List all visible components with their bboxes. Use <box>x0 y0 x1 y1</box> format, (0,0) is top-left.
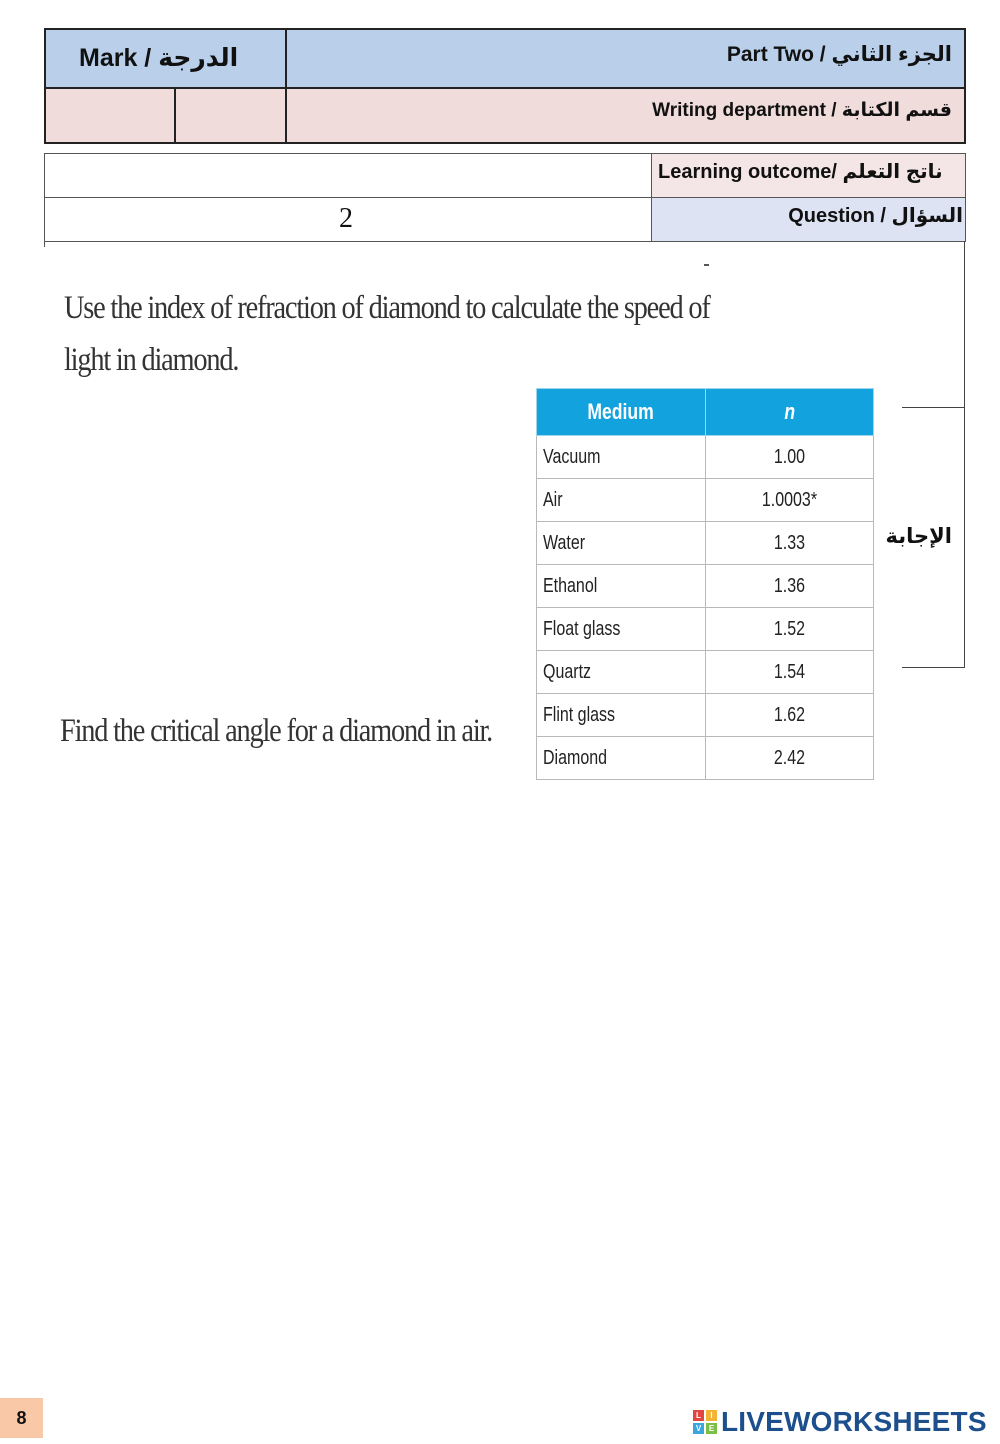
n-cell: 2.42 <box>705 737 873 780</box>
medium-cell: Air <box>537 479 706 522</box>
question-critical-angle: Find the critical angle for a diamond in air. <box>60 713 493 749</box>
table-row <box>537 608 874 651</box>
brand-name: LIVEWORKSHEETS <box>721 1406 987 1437</box>
medium-cell: Vacuum <box>537 436 706 479</box>
question-line-1: Use the index of refraction of diamond to calculate the speed of <box>64 290 710 326</box>
department-cell <box>285 87 966 144</box>
n-cell: 1.0003* <box>705 479 873 522</box>
table-row <box>537 479 874 522</box>
refraction-index-table <box>536 388 874 780</box>
answer-divider-bottom <box>902 667 965 668</box>
question-label: Question / السؤال <box>788 205 963 227</box>
liveworksheets-icon: L I V E <box>693 1410 717 1434</box>
n-cell: 1.00 <box>705 436 873 479</box>
question-number: 2 <box>339 203 353 234</box>
part-header-cell <box>285 28 966 89</box>
question-line-2: light in diamond. <box>64 342 239 378</box>
part-label: Part Two / الجزء الثاني <box>726 43 952 66</box>
table-row <box>537 737 874 780</box>
table-row <box>537 565 874 608</box>
n-cell: 1.52 <box>705 608 873 651</box>
mark-header-cell <box>44 28 287 89</box>
mark-label: Mark / الدرجة <box>79 44 239 72</box>
header-n: n <box>705 389 873 436</box>
n-cell: 1.36 <box>705 565 873 608</box>
mark-input-cell-2[interactable] <box>174 87 287 144</box>
header-medium: Medium <box>537 389 706 436</box>
learning-outcome-label: Learning outcome/ ناتج التعلم <box>658 161 943 183</box>
table-row <box>537 436 874 479</box>
question-number-cell <box>44 197 652 242</box>
medium-cell: Ethanol <box>537 565 706 608</box>
left-border-tick <box>44 241 45 247</box>
medium-cell: Diamond <box>537 737 706 780</box>
medium-cell: Quartz <box>537 651 706 694</box>
table-row <box>537 694 874 737</box>
mark-input-cell-1[interactable] <box>44 87 176 144</box>
dash-mark <box>704 264 709 266</box>
answer-area-2[interactable] <box>60 780 940 1340</box>
medium-cell: Water <box>537 522 706 565</box>
brand-logo <box>693 1406 987 1438</box>
medium-cell: Flint glass <box>537 694 706 737</box>
answer-area-1[interactable] <box>60 395 520 685</box>
table-row <box>537 522 874 565</box>
learning-outcome-value[interactable] <box>44 153 652 198</box>
question-label-cell <box>651 197 966 242</box>
n-cell: 1.33 <box>705 522 873 565</box>
answer-label: الإجابة <box>885 525 952 548</box>
medium-cell: Float glass <box>537 608 706 651</box>
answer-divider-top <box>902 407 965 408</box>
learning-outcome-cell <box>651 153 966 198</box>
department-label: Writing department / قسم الكتابة <box>652 100 952 121</box>
table-row <box>537 651 874 694</box>
answer-divider-right <box>964 241 965 668</box>
n-cell: 1.62 <box>705 694 873 737</box>
page-number-badge: 8 <box>0 1398 43 1438</box>
n-cell: 1.54 <box>705 651 873 694</box>
